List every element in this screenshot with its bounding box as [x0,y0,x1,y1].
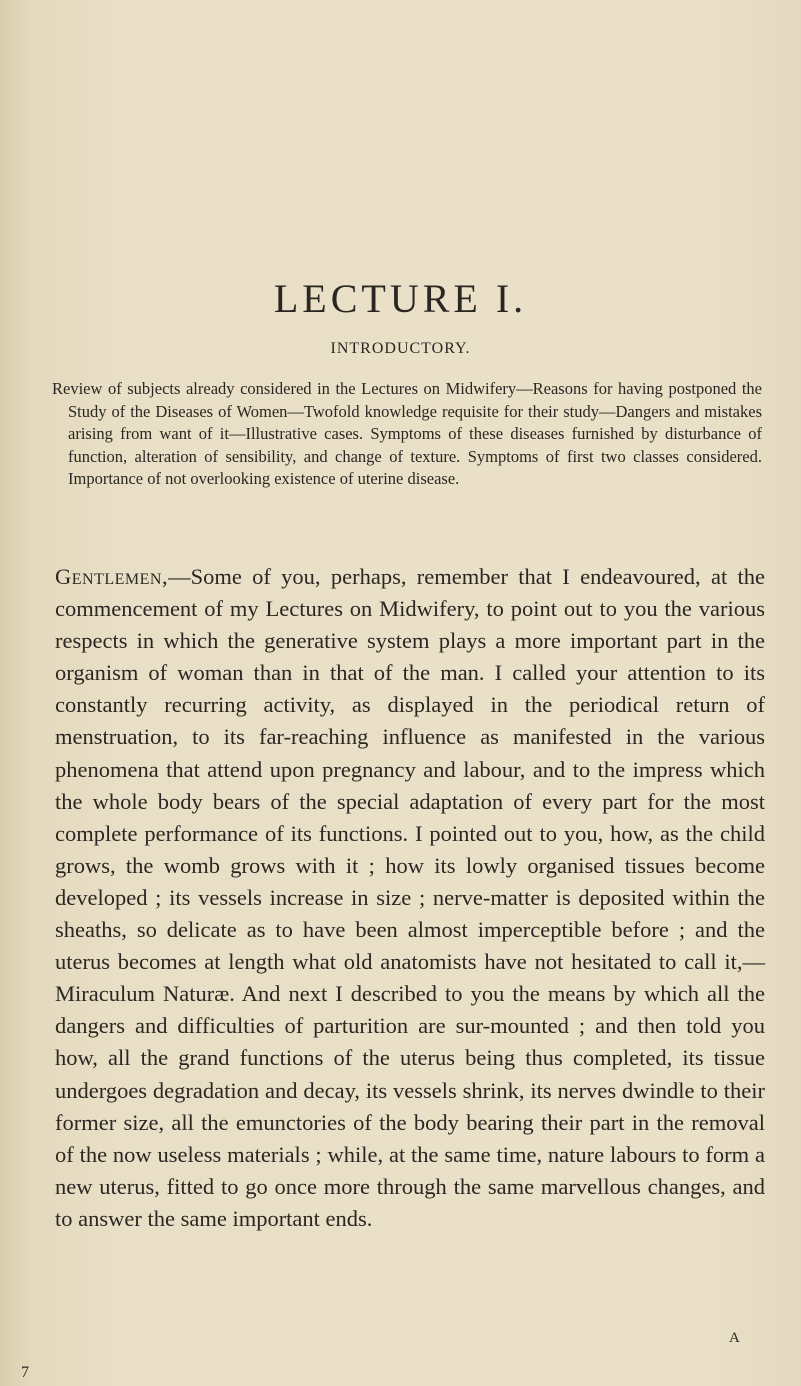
lecture-summary: Review of subjects already considered in the Lectures on Midwifery—Reasons for having postponed the Study of the Diseases of Women—Twofold knowledge requisite for their study—Dangers and mistakes arising from want of it—Illustrative cases. Symptoms of these diseases furnished by disturbance of function, alteration of sensibility, and change of texture. Symptoms of first two classes considered. Importance of not overlooking existence of uterine disease. [52,379,762,489]
salutation: Gentlemen, [55,564,169,589]
page-mark: 7 [21,1364,29,1381]
lecture-title: LECTURE I. [273,276,528,321]
body-paragraph [55,561,765,1235]
lecture-subtitle: INTRODUCTORY. [330,340,471,357]
body-text: —Some of you, perhaps, remember that I endeavoured, at the commencement of my Lectures on Midwifery, to point out to you the various respects in which the generative system plays a more important part in the organism of woman than in that of the man. I called your attention to its constantly recurring activity, as displayed in the periodical return of menstruation, to its far-reaching influence as manifested in the various phenomena that attend upon pregnancy and labour, and to the impress which the whole body bears of the special adaptation of every part for the most complete performance of its functions. I pointed out to you, how, as the child grows, the womb grows with it ; how its lowly organised tissues become developed ; its vessels increase in size ; nerve-matter is deposited within the sheaths, so delicate as to have been almost imperceptible before ; and the uterus becomes at length what old anatomists have not hesitated to call it,— Miraculum Naturæ. And next I described to you the means by which all the dangers and difficulties of parturition are sur-mounted ; and then told you how, all the grand functions of the uterus being thus completed, its tissue undergoes degradation and decay, its vessels shrink, its nerves dwindle to their former size, all the emunctories of the body bearing their part in the removal of the now useless materials ; while, at the same time, nature labours to form a new uterus, fitted to go once more through the same marvellous changes, and to answer the same important ends. [55,564,765,1231]
signature-mark: A [729,1330,740,1346]
